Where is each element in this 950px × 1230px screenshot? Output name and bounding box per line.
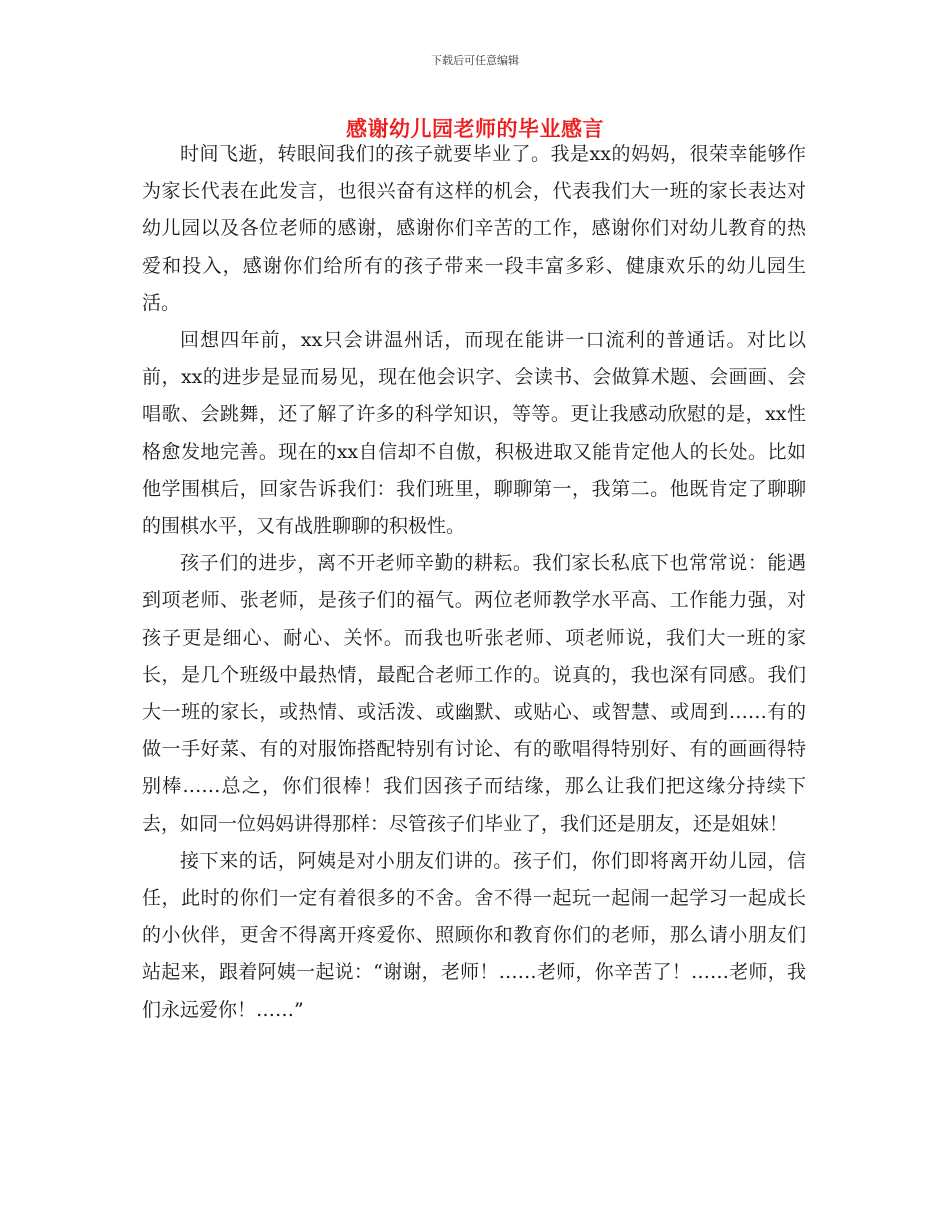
paragraph-3: 孩子们的进步，离不开老师辛勤的耕耘。我们家长私底下也常常说：能遇到项老师、张老师，是孩子们的福气。两位老师教学水平高、工作能力强，对孩子更是细心、耐心、关怀。而我也听张老师、项老师说，我们大一班的家长，是几个班级中最热情，最配合老师工作的。说真的，我也深有同感。我们大一班的家长，或热情、或活泼、或幽默、或贴心、或智慧、或周到……有的做一手好菜、有的对服饰搭配特别有讨论、有的歌唱得特别好、有的画画得特别棒……总之，你们很棒！我们因孩子而结缘，那么让我们把这缘分持续下去，如同一位妈妈讲得那样：尽管孩子们毕业了，我们还是朋友，还是姐妹！ [142, 552, 806, 835]
header-note: 下载后可任意编辑 [431, 54, 519, 67]
paragraph-4: 接下来的话，阿姨是对小朋友们讲的。孩子们，你们即将离开幼儿园，信任，此时的你们一定有着很多的不舍。舍不得一起玩一起闹一起学习一起成长的小伙伴，更舍不得离开疼爱你、照顾你和教育你们的老师，那么请小朋友们站起来，跟着阿姨一起说：“谢谢，老师！……老师，你辛苦了！……老师，我们永远爱你！……” [142, 849, 806, 1021]
document-title: 感谢幼儿园老师的毕业感言 [346, 116, 604, 141]
paragraph-1: 时间飞逝，转眼间我们的孩子就要毕业了。我是xx的妈妈，很荣幸能够作为家长代表在此发言，也很兴奋有这样的机会，代表我们大一班的家长表达对幼儿园以及各位老师的感谢，感谢你们辛苦的工作，感谢你们对幼儿教育的热爱和投入，感谢你们给所有的孩子带来一段丰富多彩、健康欢乐的幼儿园生活。 [142, 143, 806, 314]
document-body [142, 136, 806, 1029]
paragraph-2: 回想四年前，xx只会讲温州话，而现在能讲一口流利的普通话。对比以前，xx的进步是显而易见，现在他会识字、会读书、会做算术题、会画画、会唱歌、会跳舞，还了解了许多的科学知识，等等。更让我感动欣慰的是，xx性格愈发地完善。现在的xx自信却不自傲，积极进取又能肯定他人的长处。比如他学围棋后，回家告诉我们：我们班里，聊聊第一，我第二。他既肯定了聊聊的围棋水平，又有战胜聊聊的积极性。 [142, 329, 806, 538]
